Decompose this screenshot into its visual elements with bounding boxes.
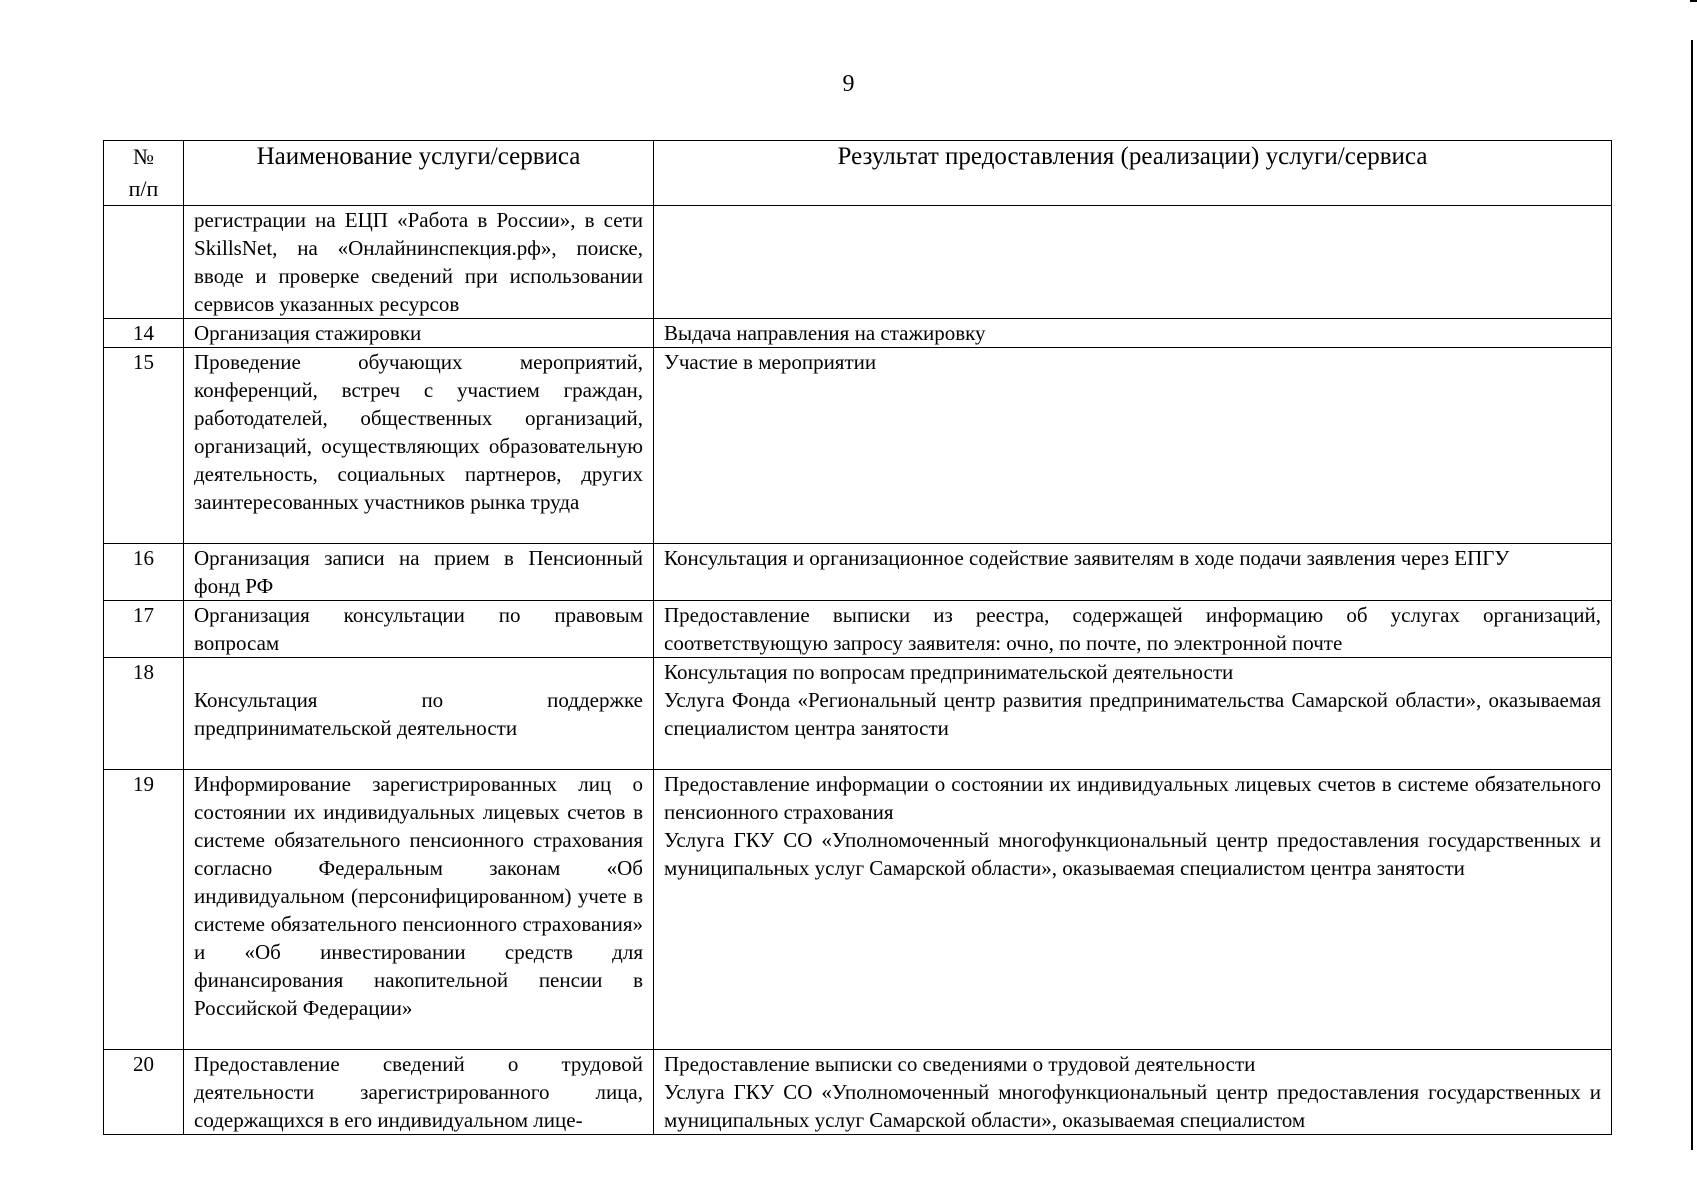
table-row — [104, 658, 1612, 770]
service-name: Организация записи на прием в Пенсионный фонд РФ — [184, 544, 654, 601]
row-number: 17 — [104, 601, 184, 658]
header-number — [104, 141, 184, 206]
row-number: 16 — [104, 544, 184, 601]
service-name: Организация стажировки — [184, 319, 654, 348]
scan-edge-line — [1691, 40, 1693, 1150]
service-name: Информирование зарегистрированных лиц о состоянии их индивидуальных лицевых счетов в системе обязательного пенсионного страхования согласно Федеральным законам «Об индивидуальном (персонифицированном) учете в системе обязательного пенсионного страхования» и «Об инвестировании средств для финансирования накопительной пенсии в Российской Федерации» — [184, 770, 654, 1050]
service-result — [654, 658, 1612, 770]
service-result-line: Услуга ГКУ СО «Уполномоченный многофункциональный центр предоставления государственных и муниципальных услуг Самарской области», оказываемая специалистом центра занятости — [664, 828, 1601, 880]
service-result-line: Консультация и организационное содействие заявителям в ходе подачи заявления через ЕПГУ — [664, 546, 1510, 570]
row-number: 18 — [104, 658, 184, 770]
service-result-line: Участие в мероприятии — [664, 350, 877, 374]
page-number: 9 — [842, 71, 855, 97]
table-row — [104, 770, 1612, 1050]
header-number-sign: № — [133, 144, 154, 169]
service-result-line: Выдача направления на стажировку — [664, 321, 986, 345]
service-result — [654, 544, 1612, 601]
service-result-line: Услуга Фонда «Региональный центр развития предпринимательства Самарской области», оказываемая специалистом центра занятости — [664, 688, 1601, 740]
service-result — [654, 348, 1612, 544]
service-result — [654, 601, 1612, 658]
table-row — [104, 206, 1612, 319]
scan-edge-mark — [1690, 0, 1697, 2]
service-result-line: Предоставление выписки из реестра, содержащей информацию об услугах организаций, соответствующую запросу заявителя: очно, по почте, по электронной почте — [664, 603, 1601, 655]
service-name: Организация консультации по правовым вопросам — [184, 601, 654, 658]
row-number: 14 — [104, 319, 184, 348]
service-name: Предоставление сведений о трудовой деятельности зарегистрированного лица, содержащихся в его индивидуальном лице- — [184, 1050, 654, 1135]
table-row — [104, 544, 1612, 601]
service-result — [654, 206, 1612, 319]
table-row — [104, 319, 1612, 348]
table-row — [104, 348, 1612, 544]
row-number — [104, 206, 184, 319]
service-name-text: Консультация по поддержке предпринимательской деятельности — [194, 688, 643, 740]
services-table — [103, 140, 1612, 1135]
service-name: регистрации на ЕЦП «Работа в России», в сети SkillsNet, на «Онлайнинспекция.рф», поиске, вводе и проверке сведений при использовании сервисов указанных ресурсов — [184, 206, 654, 319]
row-number: 15 — [104, 348, 184, 544]
row-number: 19 — [104, 770, 184, 1050]
header-service-result: Результат предоставления (реализации) услуги/сервиса — [654, 141, 1612, 206]
service-result — [654, 770, 1612, 1050]
row-number: 20 — [104, 1050, 184, 1135]
service-name — [184, 658, 654, 770]
header-number-abbr: п/п — [128, 176, 159, 201]
service-result — [654, 1050, 1612, 1135]
table-row — [104, 601, 1612, 658]
service-result-line: Консультация по вопросам предпринимательской деятельности — [664, 660, 1234, 684]
header-service-name: Наименование услуги/сервиса — [184, 141, 654, 206]
service-name: Проведение обучающих мероприятий, конференций, встреч с участием граждан, работодателей, общественных организаций, организаций, осуществляющих образовательную деятельность, социальных партнеров, других заинтересованных участников рынка труда — [184, 348, 654, 544]
service-result-line: Предоставление выписки со сведениями о трудовой деятельности — [664, 1052, 1256, 1076]
service-result-line: Предоставление информации о состоянии их индивидуальных лицевых счетов в системе обязательного пенсионного страхования — [664, 772, 1601, 824]
service-result-line: Услуга ГКУ СО «Уполномоченный многофункциональный центр предоставления государственных и муниципальных услуг Самарской области», оказываемая специалистом — [664, 1080, 1601, 1132]
table-row — [104, 1050, 1612, 1135]
service-result — [654, 319, 1612, 348]
table-header-row — [104, 141, 1612, 206]
